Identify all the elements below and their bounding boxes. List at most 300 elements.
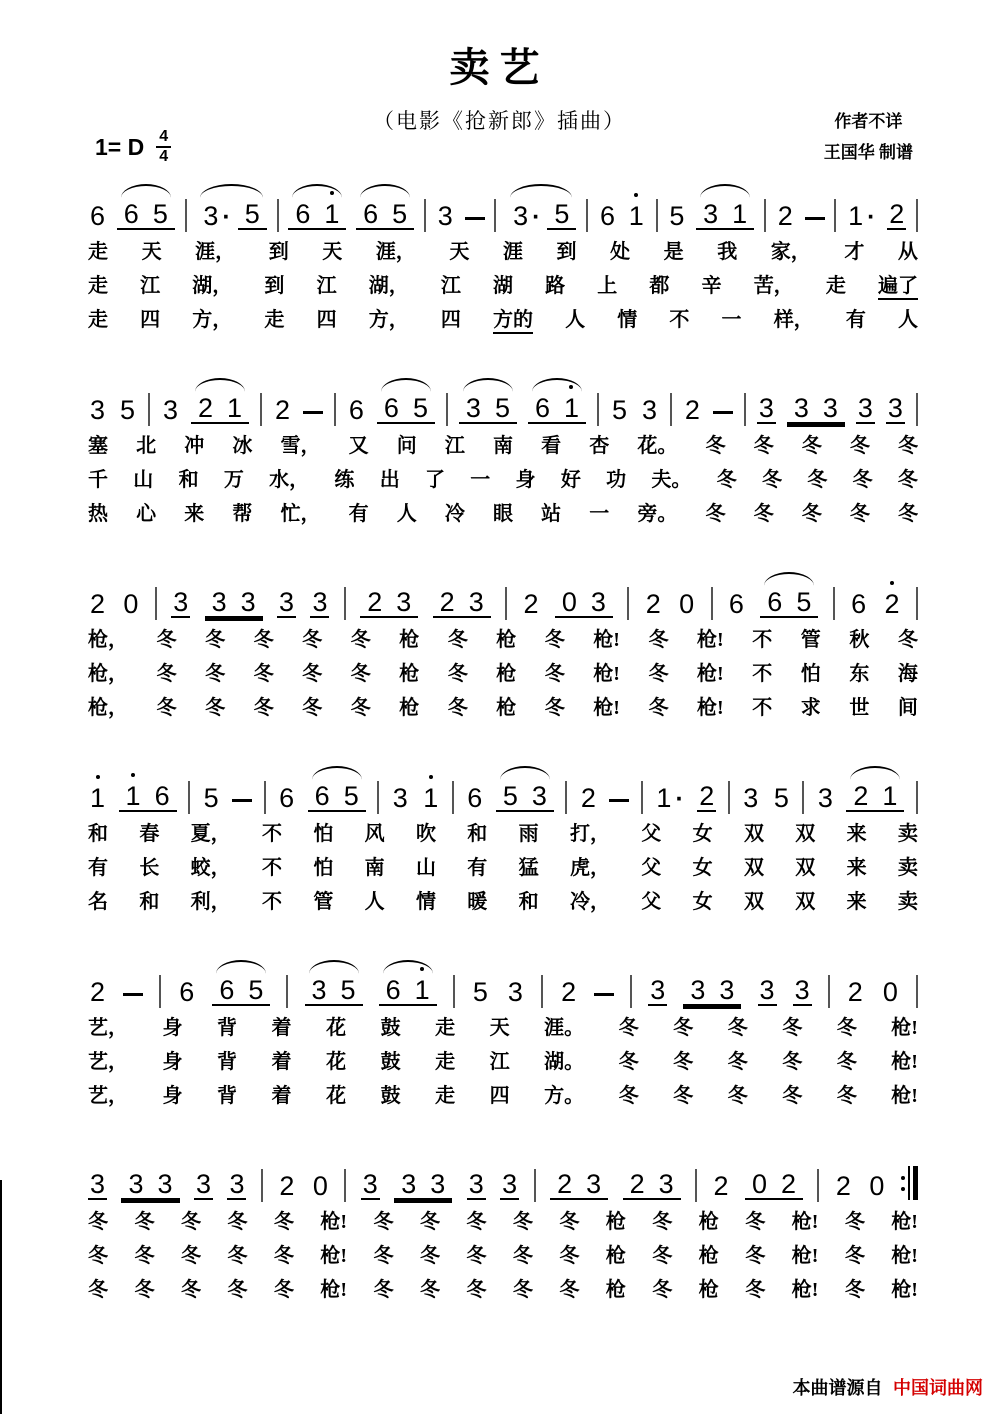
note-digit: 3 xyxy=(586,1168,602,1199)
note xyxy=(793,976,812,1006)
lyric-syllable: 江 xyxy=(140,275,161,297)
lyric-syllable: 冬 xyxy=(716,469,737,491)
note xyxy=(177,978,196,1006)
lyric-syllable: 南 xyxy=(364,857,385,879)
lyric-syllable: 卖 xyxy=(897,857,918,879)
beam-group xyxy=(555,588,613,618)
note xyxy=(205,588,234,618)
lyric-syllable: 人 xyxy=(565,309,586,331)
lyrics-line-verse1 xyxy=(88,1011,918,1040)
barline xyxy=(670,393,672,426)
half-note-dash xyxy=(123,993,143,996)
barline xyxy=(916,975,918,1008)
half-note-dash xyxy=(609,799,629,802)
lyric-syllable: 湖。 xyxy=(544,1051,585,1073)
note xyxy=(623,1170,652,1200)
barline xyxy=(377,781,379,814)
barline xyxy=(185,199,187,232)
lyric-syllable: 冬 xyxy=(134,1245,155,1267)
note xyxy=(117,200,146,230)
note xyxy=(88,978,107,1006)
lyric-syllable: 冬 xyxy=(373,1245,394,1267)
note-digit: 5 xyxy=(392,198,408,229)
note xyxy=(88,396,107,424)
barline xyxy=(597,393,599,426)
note-digit: 2 xyxy=(835,1170,851,1201)
lyric-syllable: 背 xyxy=(217,1051,238,1073)
barline xyxy=(656,199,658,232)
lyric-syllable: 冬 xyxy=(544,697,565,719)
lyric-syllable: 冬 xyxy=(782,1051,803,1073)
lyric-syllable: 冬 xyxy=(898,503,918,525)
note xyxy=(846,782,875,812)
barline xyxy=(916,393,918,426)
barline xyxy=(817,1169,819,1202)
note xyxy=(379,976,408,1006)
lyric-syllable: 冬 xyxy=(618,1051,639,1073)
lyric-syllable: 双 xyxy=(743,891,764,913)
lyric-syllable: 上 xyxy=(597,275,618,297)
lyric-syllable: 雨 xyxy=(518,823,539,845)
note xyxy=(697,782,716,812)
note xyxy=(696,200,725,230)
lyric-syllable: 枪! xyxy=(891,1085,918,1107)
note xyxy=(789,588,818,618)
note-digit: 5 xyxy=(669,200,685,231)
note xyxy=(151,1170,180,1200)
lyric-syllable: 杏 xyxy=(589,435,610,457)
note xyxy=(506,202,547,230)
lyric-syllable: 天 xyxy=(449,241,470,263)
music-system xyxy=(88,570,918,720)
lyric-syllable: 冬 xyxy=(836,1085,857,1107)
lyric-syllable: 冬 xyxy=(761,469,782,491)
lyric-syllable: 方的 xyxy=(493,303,533,334)
note-digit: 1 xyxy=(882,780,898,811)
lyric-syllable: 枪， xyxy=(88,663,128,685)
augmentation-dot: · xyxy=(675,784,684,813)
note xyxy=(238,200,267,230)
note xyxy=(727,590,746,618)
note xyxy=(356,200,385,230)
note xyxy=(471,978,490,1006)
note xyxy=(148,782,177,812)
lyric-syllable: 冬 xyxy=(205,697,226,719)
lyric-syllable: 江 xyxy=(444,435,465,457)
note-digit: 3 xyxy=(468,1168,484,1199)
lyric-syllable: 冬 xyxy=(180,1279,201,1301)
note xyxy=(557,394,586,424)
lyric-syllable: 冬 xyxy=(253,629,274,651)
beam-group xyxy=(119,782,177,812)
note xyxy=(525,782,554,812)
lyric-syllable: 冬 xyxy=(466,1245,487,1267)
credits xyxy=(824,106,913,169)
note xyxy=(816,784,835,812)
note-digit: 6 xyxy=(279,782,295,813)
note xyxy=(234,588,263,618)
note xyxy=(496,782,525,812)
note xyxy=(171,588,190,618)
beam-group xyxy=(360,588,418,618)
barline xyxy=(744,393,746,426)
lyric-syllable: 到 xyxy=(264,275,285,297)
lyric-syllable: 枪! xyxy=(791,1279,819,1301)
note-digit: 5 xyxy=(796,586,812,617)
lyric-syllable: 四 xyxy=(489,1085,510,1107)
lyric-syllable: 冬 xyxy=(753,435,774,457)
barline xyxy=(148,393,150,426)
lyric-syllable: 来 xyxy=(846,823,867,845)
note-digit: 3 xyxy=(794,974,810,1005)
barline xyxy=(155,587,157,620)
lyric-syllable: 春 xyxy=(139,823,160,845)
lyric-syllable: 冬 xyxy=(753,503,774,525)
barline xyxy=(802,781,804,814)
note xyxy=(212,976,241,1006)
note xyxy=(757,394,776,424)
note-digit: 1 xyxy=(563,392,579,423)
note xyxy=(308,782,337,812)
lyric-syllable: 枪! xyxy=(891,1279,918,1301)
note-digit: 3 xyxy=(822,392,838,423)
lyric-syllable: 枪! xyxy=(891,1017,918,1039)
lyric-syllable: 冬 xyxy=(844,1279,865,1301)
note xyxy=(846,978,865,1006)
octave-dot xyxy=(96,775,100,779)
note-digit: 2 xyxy=(645,588,661,619)
note xyxy=(528,394,557,424)
lyrics-line-verse3 xyxy=(88,303,918,332)
lyric-syllable: 冲 xyxy=(184,435,205,457)
note xyxy=(119,782,148,812)
lyric-syllable: 冬 xyxy=(559,1211,580,1233)
slur-beam-group xyxy=(506,200,576,230)
lyric-syllable: 涯， xyxy=(195,241,236,263)
note xyxy=(683,976,712,1006)
lyric-syllable: 冬 xyxy=(705,503,726,525)
lyric-syllable: 打， xyxy=(569,823,610,845)
lyric-syllable: 鼓 xyxy=(380,1051,401,1073)
lyric-syllable: 北 xyxy=(136,435,157,457)
note-digit: 2 xyxy=(561,976,577,1007)
slur-beam-group xyxy=(356,200,414,230)
note-digit: 6 xyxy=(599,200,616,231)
lyric-syllable: 冬 xyxy=(849,435,870,457)
lyric-syllable: 怕 xyxy=(313,857,334,879)
augmentation-dot: · xyxy=(867,202,876,231)
note-digit: 6 xyxy=(363,198,379,229)
lyric-syllable: 冬 xyxy=(227,1279,248,1301)
note xyxy=(887,200,906,230)
note-digit: 2 xyxy=(853,780,869,811)
lyric-syllable: 鼓 xyxy=(380,1085,401,1107)
note-digit: 2 xyxy=(884,588,900,619)
lyric-syllable: 帮 xyxy=(232,503,253,525)
note-digit: 3 xyxy=(887,392,903,423)
barline xyxy=(728,781,730,814)
note-digit: 6 xyxy=(219,974,235,1005)
slur-beam-group xyxy=(305,976,363,1006)
lyric-syllable: 虎， xyxy=(569,857,610,879)
beam-group xyxy=(394,1170,452,1200)
note-digit: 3 xyxy=(396,586,412,617)
lyric-syllable: 冬 xyxy=(618,1085,639,1107)
note-digit: 3 xyxy=(817,782,833,813)
lyric-syllable: 女 xyxy=(692,823,713,845)
lyrics-line-verse1 xyxy=(88,429,918,458)
lyric-syllable: 冬 xyxy=(897,469,918,491)
lyric-syllable: 怕 xyxy=(800,663,821,685)
lyric-syllable: 走 xyxy=(88,241,108,263)
lyric-syllable: 东 xyxy=(849,663,870,685)
barline xyxy=(916,781,918,814)
lyric-syllable: 冬 xyxy=(156,663,177,685)
lyric-syllable: 天 xyxy=(141,241,162,263)
lyric-syllable: 湖 xyxy=(492,275,513,297)
augmentation-dot: · xyxy=(532,202,541,231)
note-digit: 0 xyxy=(882,976,898,1007)
lyric-syllable: 枪! xyxy=(593,663,620,685)
lyric-syllable: 双 xyxy=(795,891,816,913)
note-digit: 5 xyxy=(611,394,627,425)
note-digit: 6 xyxy=(534,392,550,423)
lyric-syllable: 忙， xyxy=(280,503,321,525)
note-digit: 3 xyxy=(502,1168,518,1199)
lyric-syllable: 四 xyxy=(316,309,337,331)
lyric-syllable: 和 xyxy=(88,823,108,845)
time-signature-denominator: 4 xyxy=(159,148,169,166)
note-digit: 6 xyxy=(383,392,399,423)
lyric-syllable: 我 xyxy=(717,241,738,263)
lyric-syllable: 冬 xyxy=(801,435,822,457)
barline xyxy=(344,1169,346,1202)
lyrics-line-verse3 xyxy=(88,1273,918,1302)
lyric-syllable: 风 xyxy=(364,823,385,845)
note xyxy=(584,588,613,618)
key-signature: 1= D xyxy=(95,133,145,160)
note-digit: 3 xyxy=(173,586,189,617)
music-system xyxy=(88,764,918,914)
note-digit: 3 xyxy=(312,586,328,617)
lyric-syllable: 功 xyxy=(606,469,627,491)
barline xyxy=(446,393,448,426)
slur-beam-group xyxy=(459,394,517,424)
lyric-syllable: 雪， xyxy=(280,435,321,457)
note xyxy=(467,1170,486,1200)
lyric-syllable: 父 xyxy=(641,891,662,913)
lyric-syllable: 秋 xyxy=(849,629,870,651)
lyric-syllable: 家， xyxy=(770,241,811,263)
rest-note xyxy=(867,1172,886,1200)
lyric-syllable: 枪! xyxy=(697,629,724,651)
half-note-dash xyxy=(303,411,323,414)
lyric-syllable: 冬 xyxy=(673,1085,694,1107)
lyric-syllable: 利， xyxy=(190,891,231,913)
lyric-syllable: 艺， xyxy=(88,1051,128,1073)
lyric-syllable: 艺， xyxy=(88,1017,128,1039)
lyrics-line-verse2 xyxy=(88,1045,918,1074)
lyric-syllable: 冬 xyxy=(782,1017,803,1039)
lyric-syllable: 练 xyxy=(334,469,355,491)
barline xyxy=(344,587,346,620)
lyric-syllable: 冬 xyxy=(227,1211,248,1233)
note-digit: 6 xyxy=(314,780,330,811)
note xyxy=(610,396,629,424)
lyric-syllable: 涯 xyxy=(502,241,523,263)
lyric-syllable: 世 xyxy=(849,697,870,719)
lyric-syllable: 冬 xyxy=(447,697,468,719)
lyric-syllable: 冬 xyxy=(852,469,873,491)
lyric-syllable: 夏， xyxy=(190,823,231,845)
lyric-syllable: 背 xyxy=(217,1017,238,1039)
barline xyxy=(505,587,507,620)
lyric-syllable: 花 xyxy=(326,1051,347,1073)
lyric-syllable: 站 xyxy=(541,503,562,525)
lyric-syllable: 冬 xyxy=(559,1279,580,1301)
note-digit: 0 xyxy=(869,1170,885,1201)
lyric-syllable: 枪! xyxy=(593,629,620,651)
note xyxy=(521,590,540,618)
lyric-syllable: 长 xyxy=(139,857,160,879)
barline xyxy=(764,199,766,232)
note-digit: 5 xyxy=(152,198,168,229)
barline xyxy=(534,1169,536,1202)
note xyxy=(305,976,334,1006)
lyric-syllable: 遍了 xyxy=(878,269,918,300)
note-digit: 2 xyxy=(847,976,863,1007)
note xyxy=(834,1172,853,1200)
note xyxy=(241,976,270,1006)
note-digit: 2 xyxy=(889,198,905,229)
note-digit: 6 xyxy=(90,200,106,231)
barline xyxy=(453,975,455,1008)
lyric-syllable: 处 xyxy=(610,241,631,263)
lyric-syllable: 冬 xyxy=(273,1279,294,1301)
note xyxy=(394,1170,423,1200)
lyric-syllable: 女 xyxy=(692,891,713,913)
note-digit: 3 xyxy=(758,392,774,423)
lyric-syllable: 了 xyxy=(424,469,445,491)
lyric-syllable: 和 xyxy=(467,823,488,845)
barline xyxy=(630,975,632,1008)
lyric-syllable: 又 xyxy=(348,435,369,457)
lyric-syllable: 身 xyxy=(162,1085,183,1107)
note-digit: 3 xyxy=(465,392,481,423)
lyric-syllable: 冬 xyxy=(544,663,565,685)
lyric-syllable: 冬 xyxy=(180,1245,201,1267)
lyric-syllable: 冬 xyxy=(782,1085,803,1107)
lyric-syllable: 冬 xyxy=(373,1211,394,1233)
note-digit: 5 xyxy=(472,976,488,1007)
systems xyxy=(88,182,918,1346)
time-signature-numerator: 4 xyxy=(156,128,171,148)
slur-beam-group xyxy=(212,976,270,1006)
note-digit: 1 xyxy=(324,198,340,229)
note-digit: 5 xyxy=(244,198,260,229)
lyric-syllable: 来 xyxy=(846,857,867,879)
note-digit: 1 xyxy=(732,198,748,229)
slur-beam-group xyxy=(496,782,554,812)
lyric-syllable: 不 xyxy=(669,309,690,331)
lyric-syllable: 鼓 xyxy=(380,1017,401,1039)
half-note-dash xyxy=(594,993,614,996)
lyric-syllable: 冬 xyxy=(134,1211,155,1233)
note xyxy=(741,784,760,812)
lyric-syllable: 方， xyxy=(192,309,233,331)
lyric-syllable: 管 xyxy=(313,891,334,913)
lyric-syllable: 花。 xyxy=(637,435,678,457)
lyric-syllable: 身 xyxy=(162,1051,183,1073)
lyric-syllable: 冬 xyxy=(180,1211,201,1233)
note xyxy=(683,396,702,424)
lyric-syllable: 冬 xyxy=(801,503,822,525)
lyric-syllable: 枪 xyxy=(605,1279,626,1301)
note xyxy=(277,1172,296,1200)
lyric-syllable: 冬 xyxy=(273,1211,294,1233)
note xyxy=(462,588,491,618)
time-signature xyxy=(156,128,171,167)
thin-barline xyxy=(908,1166,910,1200)
lyric-syllable: 一 xyxy=(721,309,742,331)
barline xyxy=(916,587,918,620)
lyric-syllable: 到 xyxy=(268,241,289,263)
barline xyxy=(424,199,426,232)
lyric-syllable: 冬 xyxy=(652,1211,673,1233)
slur-beam-group xyxy=(117,200,175,230)
half-note-dash xyxy=(465,217,485,220)
footer-source xyxy=(793,1374,984,1400)
note-digit: 5 xyxy=(412,392,428,423)
lyrics-line-verse2 xyxy=(88,269,918,298)
notation-line xyxy=(88,764,918,812)
lyric-syllable: 冬 xyxy=(205,629,226,651)
note-digit: 3 xyxy=(743,782,759,813)
lyrics-line-verse3 xyxy=(88,1079,918,1108)
lyric-syllable: 冬 xyxy=(897,629,918,651)
note-digit: 3 xyxy=(507,976,523,1007)
octave-dot xyxy=(890,581,894,585)
lyric-syllable: 冬 xyxy=(652,1245,673,1267)
lyric-syllable: 人 xyxy=(364,891,385,913)
slur-beam-group xyxy=(846,782,904,812)
note xyxy=(547,200,576,230)
lyric-syllable: 冬 xyxy=(727,1051,748,1073)
note-digit: 3 xyxy=(128,1168,144,1199)
note-digit: 1 xyxy=(656,782,672,813)
lyric-syllable: 枪! xyxy=(791,1245,819,1267)
note-digit: 1 xyxy=(414,974,430,1005)
lyric-syllable: 来 xyxy=(846,891,867,913)
footer-source-name: 中国词曲网 xyxy=(893,1378,983,1398)
note-digit: 3 xyxy=(195,1168,211,1199)
note-digit: 0 xyxy=(312,1170,328,1201)
note xyxy=(579,1170,608,1200)
lyric-syllable: 走 xyxy=(825,275,846,297)
lyric-syllable: 冬 xyxy=(466,1211,487,1233)
note-digit: 3 xyxy=(211,586,227,617)
lyric-syllable: 四 xyxy=(440,309,461,331)
note-digit: 2 xyxy=(781,1168,797,1199)
barline xyxy=(834,199,836,232)
lyric-syllable: 冬 xyxy=(447,663,468,685)
lyric-syllable: 到 xyxy=(556,241,577,263)
note xyxy=(465,784,484,812)
lyrics-line-verse2 xyxy=(88,1239,918,1268)
notation-line xyxy=(88,958,918,1006)
note-digit: 3 xyxy=(279,586,295,617)
note xyxy=(277,588,296,618)
